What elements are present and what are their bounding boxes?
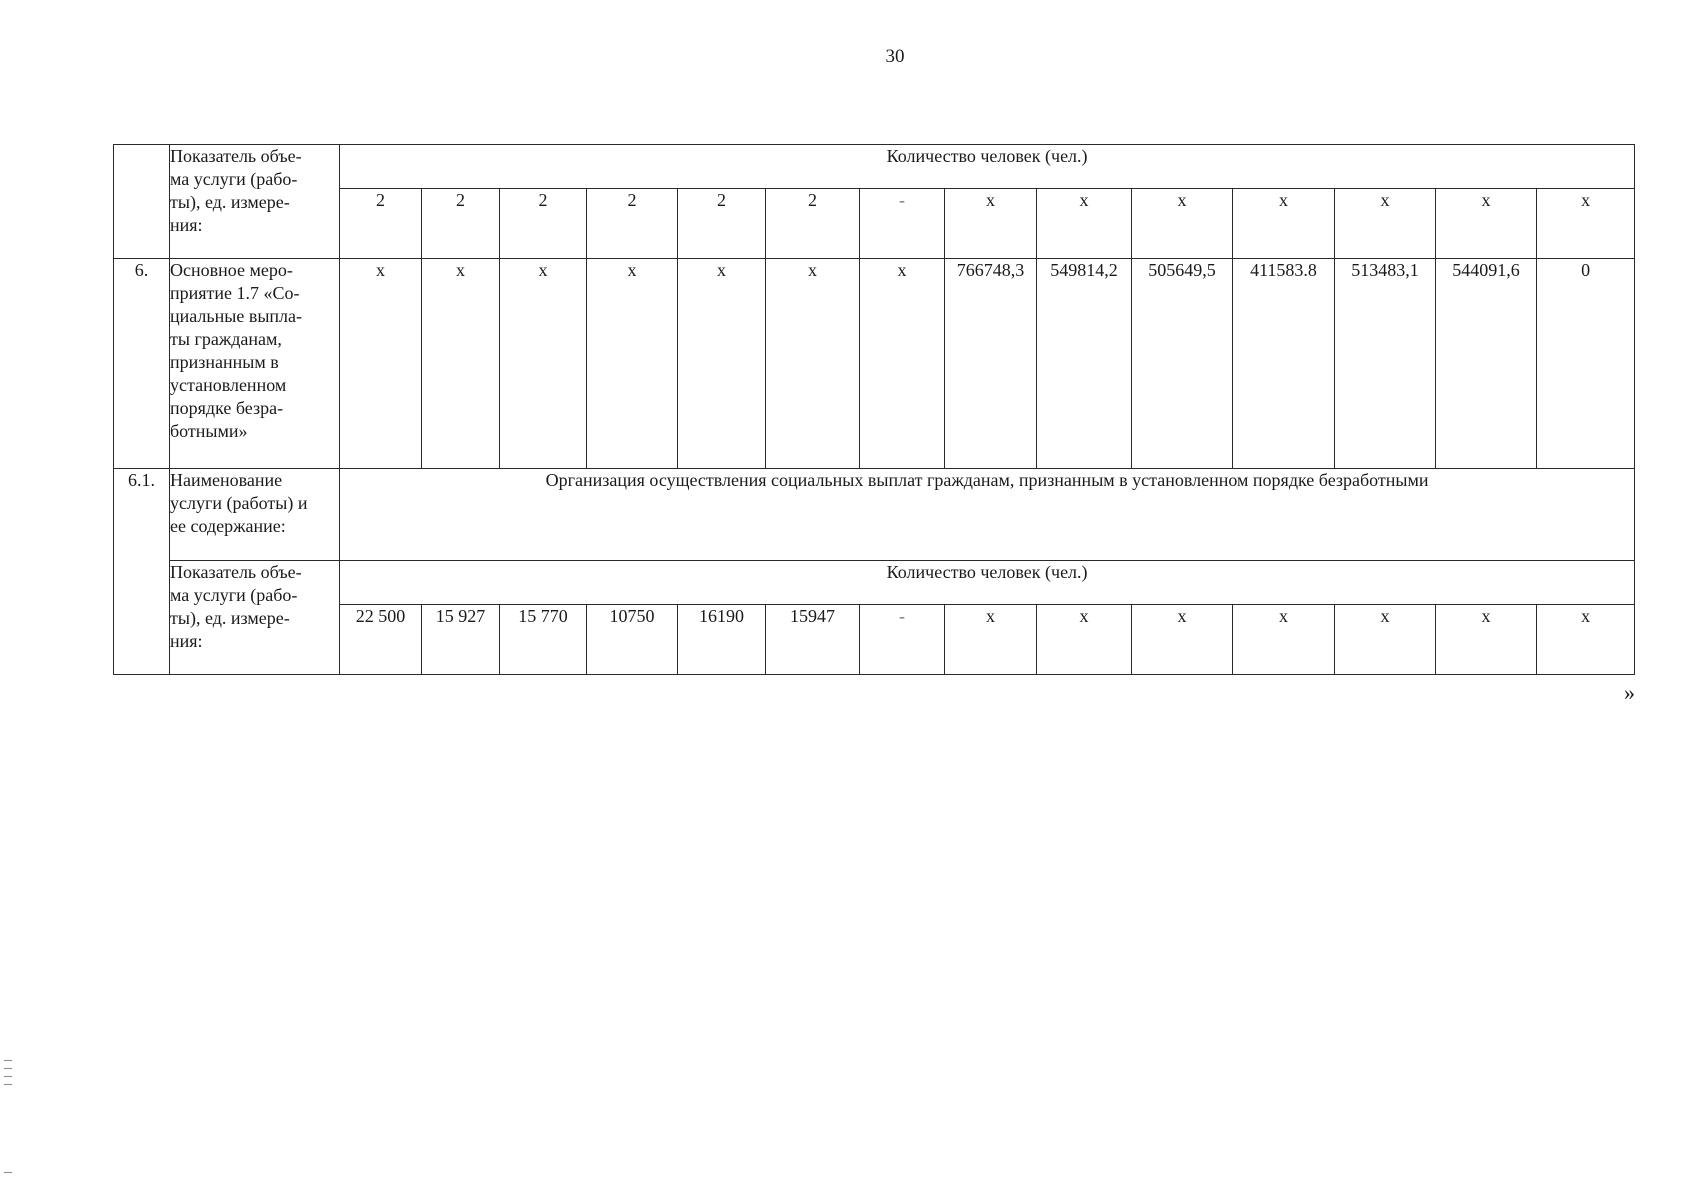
value-cell: х	[945, 605, 1037, 675]
value-cell: 505649,5	[1132, 259, 1233, 469]
scan-artifact	[4, 1084, 12, 1085]
value-cell: х	[945, 189, 1037, 259]
value-cell: 411583.8	[1233, 259, 1335, 469]
indicator-label-1	[170, 145, 340, 259]
service-name: Организация осуществления социальных выплат гражданам, признанным в установленном порядке безработными	[340, 469, 1635, 561]
scan-artifact	[4, 1076, 12, 1077]
indicator-label-text: Показатель объе- ма услуги (рабо- ты), ед. измере- ния:	[170, 562, 302, 651]
indicator-label-2	[170, 561, 340, 675]
table-row	[114, 561, 1635, 605]
value-cell: 15 770	[500, 605, 587, 675]
measure-label-text: Основное меро- приятие 1.7 «Со- циальные выпла- ты гражданам, признанным в установленном порядке безра- ботными»	[170, 260, 303, 441]
value-cell: х	[500, 259, 587, 469]
value-cell: х	[766, 259, 860, 469]
value-cell: 15947	[766, 605, 860, 675]
closing-quote: »	[1624, 680, 1635, 705]
value-cell: х	[587, 259, 678, 469]
value-cell: х	[1436, 605, 1537, 675]
value-cell: 513483,1	[1335, 259, 1436, 469]
table-row	[114, 189, 1635, 259]
scan-artifact	[4, 1068, 12, 1069]
value-cell: х	[1132, 605, 1233, 675]
value-cell: 2	[587, 189, 678, 259]
value-cell: х	[422, 259, 500, 469]
value-cell: 549814,2	[1037, 259, 1132, 469]
value-cell: -	[860, 189, 945, 259]
empty-num-cell	[114, 145, 170, 259]
value-cell: 15 927	[422, 605, 500, 675]
value-cell: х	[678, 259, 766, 469]
unit-header-1: Количество человек (чел.)	[340, 145, 1635, 189]
value-cell: х	[1037, 189, 1132, 259]
value-cell: х	[1335, 605, 1436, 675]
page-number: 30	[885, 46, 905, 67]
row-number: 6.	[114, 259, 170, 469]
scan-artifact	[4, 1060, 12, 1061]
value-cell: х	[1132, 189, 1233, 259]
value-cell: х	[1436, 189, 1537, 259]
indicator-label-text: Показатель объе- ма услуги (рабо- ты), ед. измере- ния:	[170, 146, 302, 235]
unit-header-2: Количество человек (чел.)	[340, 561, 1635, 605]
value-cell: 22 500	[340, 605, 422, 675]
value-cell: 2	[678, 189, 766, 259]
value-cell: х	[1335, 189, 1436, 259]
measure-label	[170, 259, 340, 469]
value-cell: х	[1233, 605, 1335, 675]
service-label-text: Наименование услуги (работы) и ее содержание:	[170, 470, 308, 536]
value-cell: 2	[500, 189, 587, 259]
value-cell: х	[1537, 605, 1635, 675]
value-cell: 2	[766, 189, 860, 259]
table-row	[114, 605, 1635, 675]
value-cell: -	[860, 605, 945, 675]
service-label	[170, 469, 340, 561]
value-cell: 766748,3	[945, 259, 1037, 469]
table-row	[114, 259, 1635, 469]
table-row	[114, 469, 1635, 561]
value-cell: 2	[340, 189, 422, 259]
row-number: 6.1.	[114, 469, 170, 675]
value-cell: х	[860, 259, 945, 469]
value-cell: х	[1037, 605, 1132, 675]
scan-artifact	[4, 1172, 12, 1173]
value-cell: х	[1233, 189, 1335, 259]
value-cell: 544091,6	[1436, 259, 1537, 469]
table-row	[114, 145, 1635, 189]
value-cell: 2	[422, 189, 500, 259]
value-cell: 10750	[587, 605, 678, 675]
value-cell: х	[1537, 189, 1635, 259]
value-cell: х	[340, 259, 422, 469]
value-cell: 16190	[678, 605, 766, 675]
value-cell: 0	[1537, 259, 1635, 469]
budget-table	[113, 144, 1635, 675]
